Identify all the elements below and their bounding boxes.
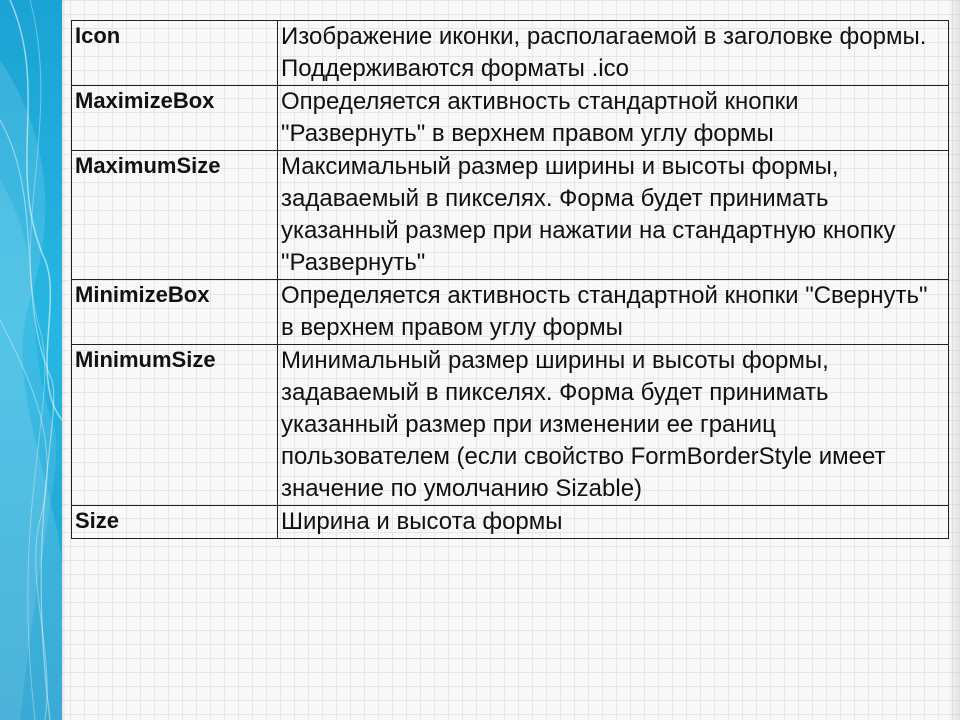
right-edge-shade	[948, 0, 960, 720]
table-row	[72, 21, 949, 86]
property-name: MinimizeBox	[72, 280, 278, 345]
band-shadow	[62, 0, 66, 720]
table-row	[72, 280, 949, 345]
table-row	[72, 151, 949, 280]
property-name: MaximizeBox	[72, 86, 278, 151]
property-description: Минимальный размер ширины и высоты формы, задаваемый в пикселях. Форма будет принимать указанный размер при изменении ее границ пользователем (если свойство FormBorderStyle имеет значение по умолчанию Sizable)	[278, 345, 949, 506]
table-row	[72, 345, 949, 506]
table-row	[72, 506, 949, 539]
property-description: Ширина и высота формы	[278, 506, 949, 539]
properties-table	[71, 20, 949, 539]
property-description: Определяется активность стандартной кнопки "Развернуть" в верхнем правом углу формы	[278, 86, 949, 151]
property-name: Size	[72, 506, 278, 539]
table-row	[72, 86, 949, 151]
wave-decoration	[0, 0, 62, 720]
property-description: Максимальный размер ширины и высоты формы, задаваемый в пикселях. Форма будет принимать указанный размер при нажатии на стандартную кнопку "Развернуть"	[278, 151, 949, 280]
property-name: MaximumSize	[72, 151, 278, 280]
decorative-side-band	[0, 0, 62, 720]
property-description: Определяется активность стандартной кнопки "Свернуть" в верхнем правом углу формы	[278, 280, 949, 345]
property-name: Icon	[72, 21, 278, 86]
property-description: Изображение иконки, располагаемой в заголовке формы. Поддерживаются форматы .ico	[278, 21, 949, 86]
property-name: MinimumSize	[72, 345, 278, 506]
